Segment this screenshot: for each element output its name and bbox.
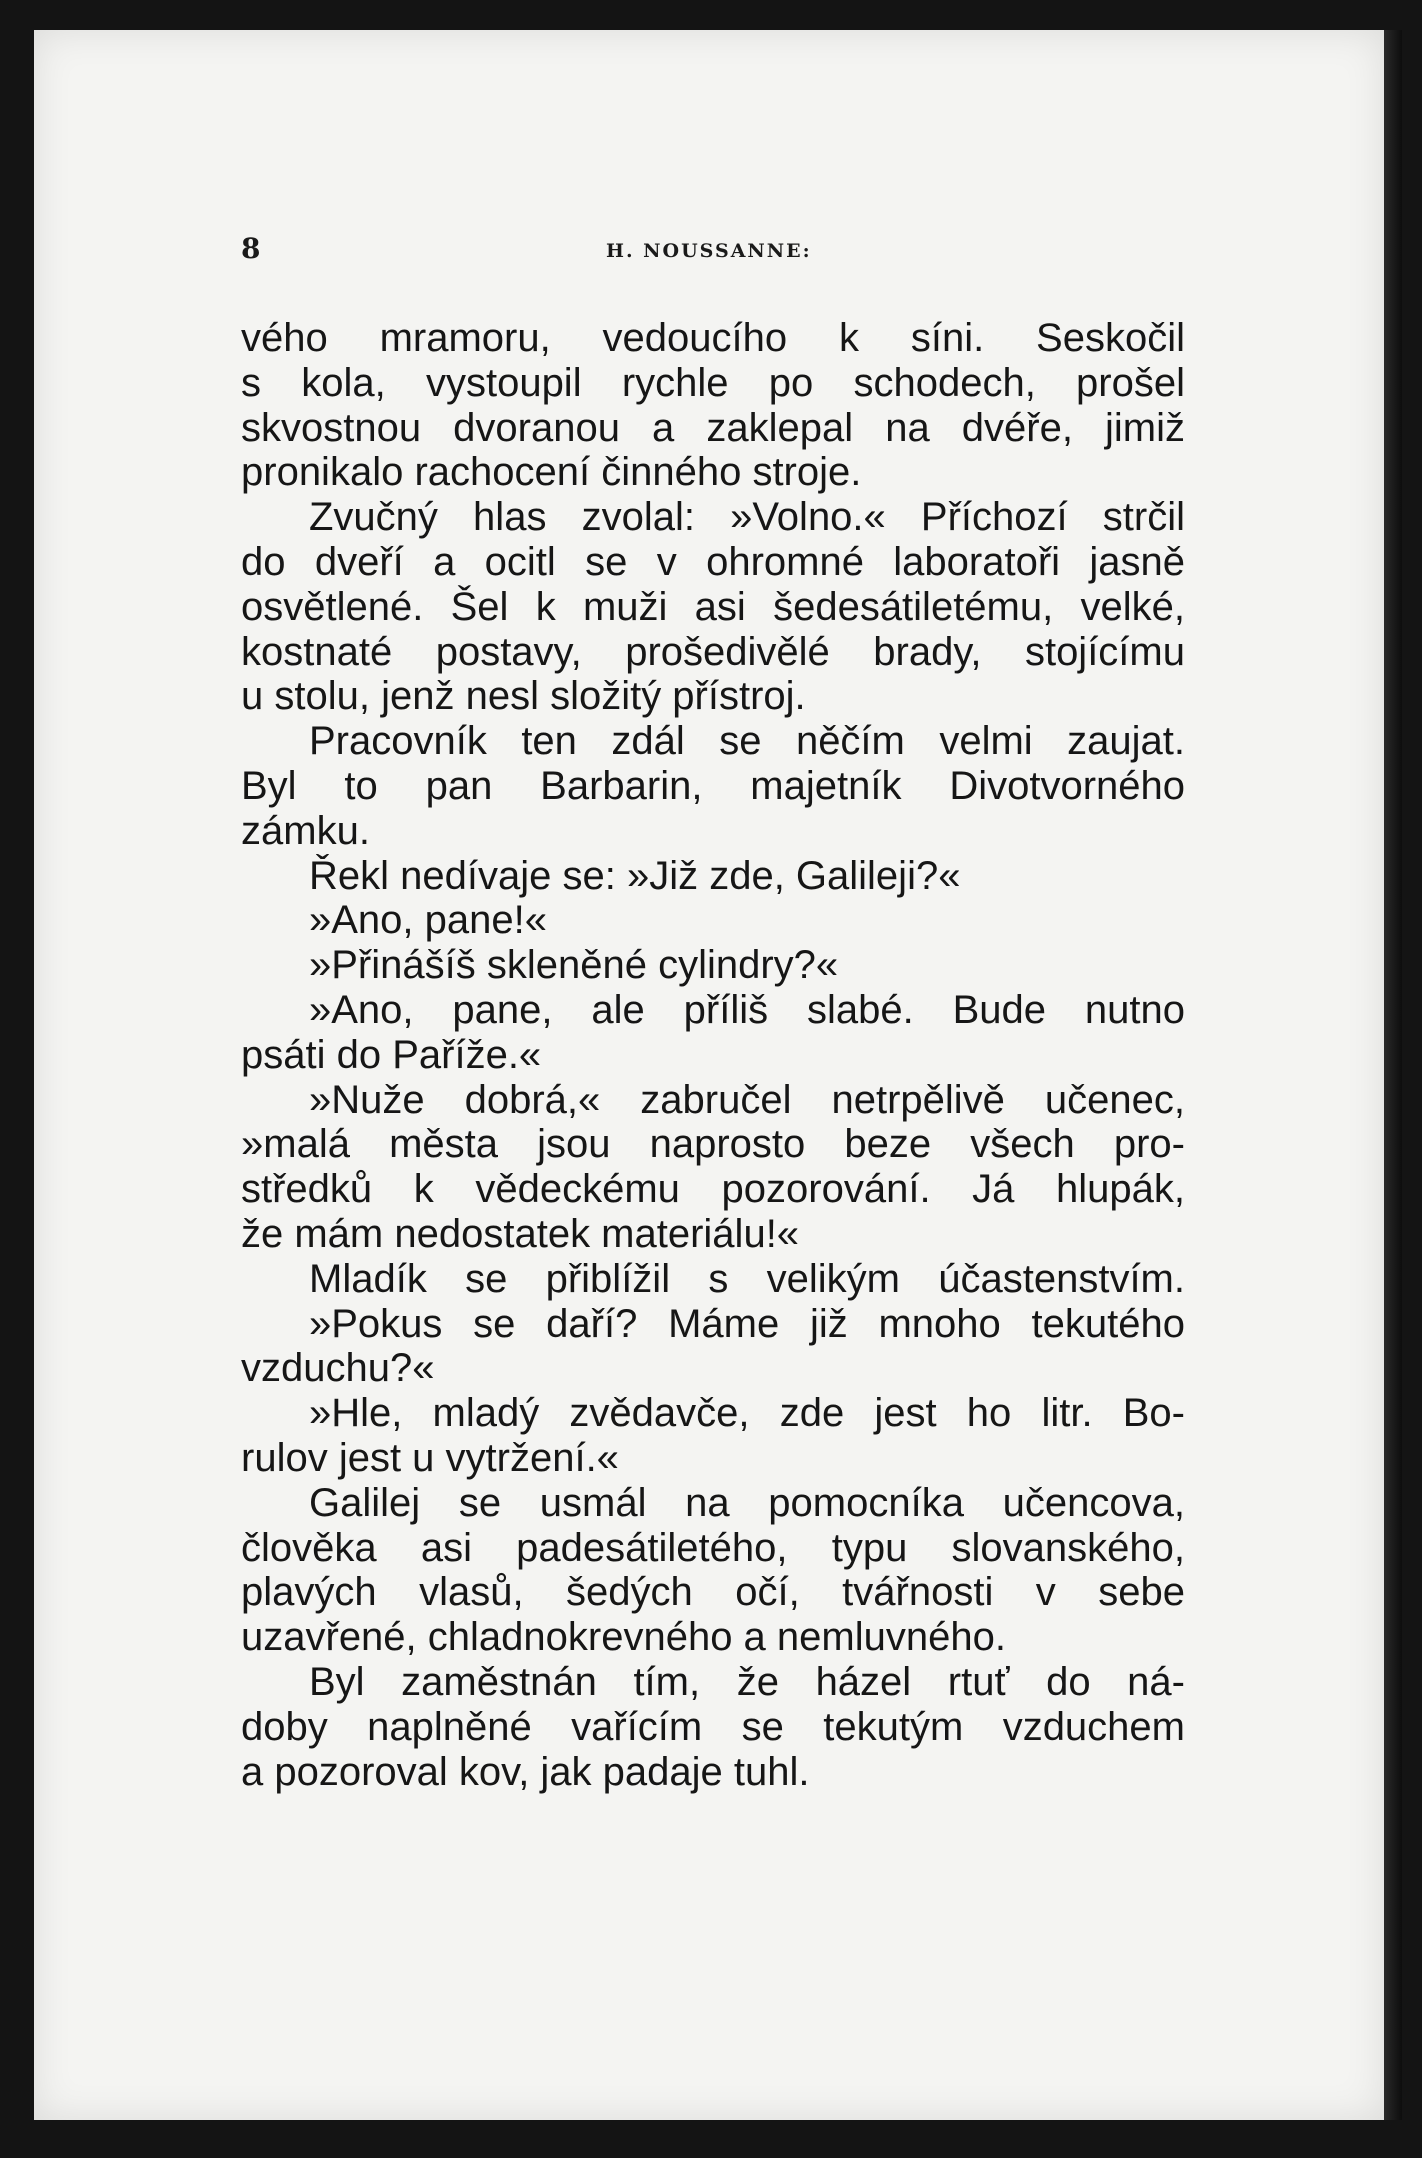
text-line: a pozoroval kov, jak padaje tuhl. — [241, 1749, 810, 1794]
text-line: pronikalo rachocení činného stroje. — [241, 450, 862, 495]
text-line: u stolu, jenž nesl složitý přístroj. — [241, 674, 806, 719]
text-line: osvětlené. Šel k muži asi šedesátiletému, velké, — [241, 584, 1185, 629]
text-line: Galilej se usmál na pomocníka učencova, — [309, 1480, 1185, 1525]
page-header — [241, 232, 1191, 272]
text-line: »Ano, pane!« — [309, 898, 547, 943]
text-line: vzduchu?« — [241, 1346, 435, 1391]
text-line: kostnaté postavy, prošedivělé brady, stojícímu — [241, 629, 1185, 674]
text-line: psáti do Paříže.« — [241, 1032, 542, 1077]
text-line: »Pokus se daří? Máme již mnoho tekutého — [309, 1301, 1185, 1346]
text-line: »malá města jsou naprosto beze všech pro- — [241, 1122, 1185, 1167]
text-line: člověka asi padesátiletého, typu slovanského, — [241, 1525, 1185, 1570]
text-line: skvostnou dvoranou a zaklepal na dvéře, jimiž — [241, 405, 1185, 450]
text-line: »Přinášíš skleněné cylindry?« — [309, 943, 839, 988]
text-line: s kola, vystoupil rychle po schodech, prošel — [241, 360, 1185, 405]
body-text — [241, 316, 1185, 1794]
text-line: Řekl nedívaje se: »Již zde, Galileji?« — [309, 853, 961, 898]
text-line: doby naplněné vařícím se tekutým vzduchem — [241, 1704, 1185, 1749]
text-line: Mladík se přiblížil s velikým účastenstvím. — [309, 1256, 1185, 1301]
text-line: Zvučný hlas zvolal: »Volno.« Příchozí strčil — [309, 495, 1185, 540]
text-line: Pracovník ten zdál se něčím velmi zaujat. — [309, 719, 1185, 764]
text-line: uzavřené, chladnokrevného a nemluvného. — [241, 1615, 1006, 1660]
page-number: 8 — [241, 232, 261, 265]
text-line: Byl to pan Barbarin, majetník Divotvorného — [241, 763, 1185, 808]
text-line: rulov jest u vytržení.« — [241, 1435, 619, 1480]
text-line: plavých vlasů, šedých očí, tvářnosti v sebe — [241, 1570, 1185, 1615]
text-line: středků k vědeckému pozorování. Já hlupák, — [241, 1167, 1185, 1212]
text-line: vého mramoru, vedoucího k síni. Seskočil — [241, 316, 1185, 360]
book-edge — [1384, 30, 1402, 2120]
text-line: Byl zaměstnán tím, že házel rtuť do ná- — [309, 1659, 1185, 1704]
text-line: »Hle, mladý zvědavče, zde jest ho litr. Bo- — [309, 1391, 1185, 1436]
text-line: »Ano, pane, ale příliš slabé. Bude nutno — [309, 987, 1185, 1032]
running-head: H. NOUSSANNE: — [606, 240, 812, 262]
text-line: že mám nedostatek materiálu!« — [241, 1211, 800, 1256]
text-line: do dveří a ocitl se v ohromné laboratoři jasně — [241, 539, 1185, 584]
text-line: zámku. — [241, 808, 370, 853]
text-line: »Nuže dobrá,« zabručel netrpělivě učenec, — [309, 1077, 1185, 1122]
